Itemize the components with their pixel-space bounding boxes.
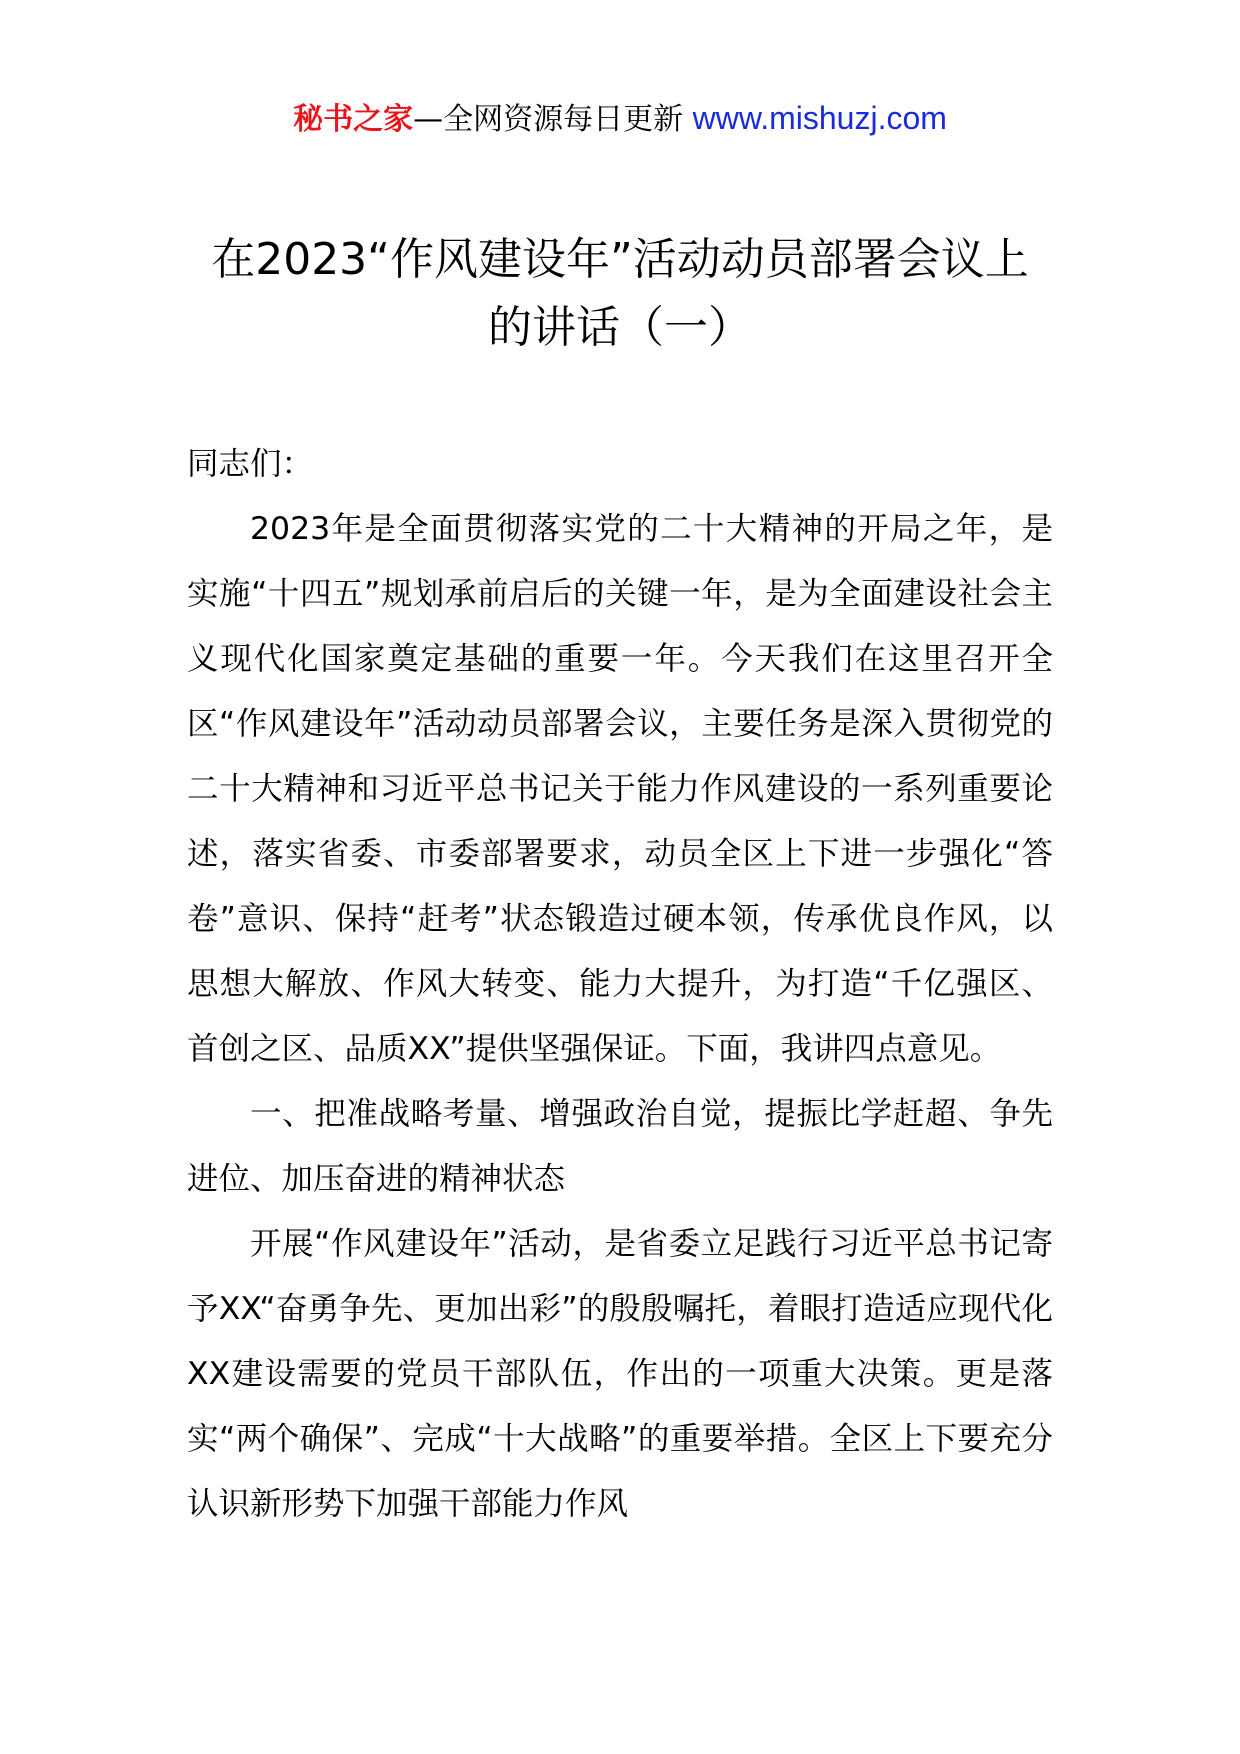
document-title bbox=[150, 226, 1090, 362]
site-tagline: —全网资源每日更新 bbox=[413, 102, 684, 137]
title-line-1: 在2023“作风建设年”活动动员部署会议上 bbox=[211, 234, 1029, 285]
document-body bbox=[187, 432, 1053, 1537]
section-heading-1: 一、把准战略考量、增强政治自觉，提振比学赶超、争先进位、加压奋进的精神状态 bbox=[187, 1096, 1053, 1197]
site-url-link[interactable]: www.mishuzj.com bbox=[692, 100, 947, 136]
site-name: 秘书之家 bbox=[293, 102, 414, 137]
paragraph-intro: 2023年是全面贯彻落实党的二十大精神的开局之年，是实施“十四五”规划承前启后的关键一年，是为全面建设社会主义现代化国家奠定基础的重要一年。今天我们在这里召开全区“作风建设年”活动动员部署会议，主要任务是深入贯彻党的二十大精神和习近平总书记关于能力作风建设的一系列重要论述，落实省委、市委部署要求，动员全区上下进一步强化“答卷”意识、保持“赶考”状态锻造过硬本领，传承优良作风，以思想大解放、作风大转变、能力大提升，为打造“千亿强区、首创之区、品质XX”提供坚强保证。下面，我讲四点意见。 bbox=[187, 511, 1053, 1067]
title-line-2: 的讲话（一） bbox=[488, 302, 752, 353]
paragraph-section-1: 开展“作风建设年”活动，是省委立足践行习近平总书记寄予XX“奋勇争先、更加出彩”的殷殷嘱托，着眼打造适应现代化XX建设需要的党员干部队伍，作出的一项重大决策。更是落实“两个确保”、完成“十大战略”的重要举措。全区上下要充分认识新形势下加强干部能力作风 bbox=[187, 1226, 1053, 1522]
watermark-header bbox=[0, 98, 1240, 140]
salutation: 同志们： bbox=[187, 446, 314, 482]
